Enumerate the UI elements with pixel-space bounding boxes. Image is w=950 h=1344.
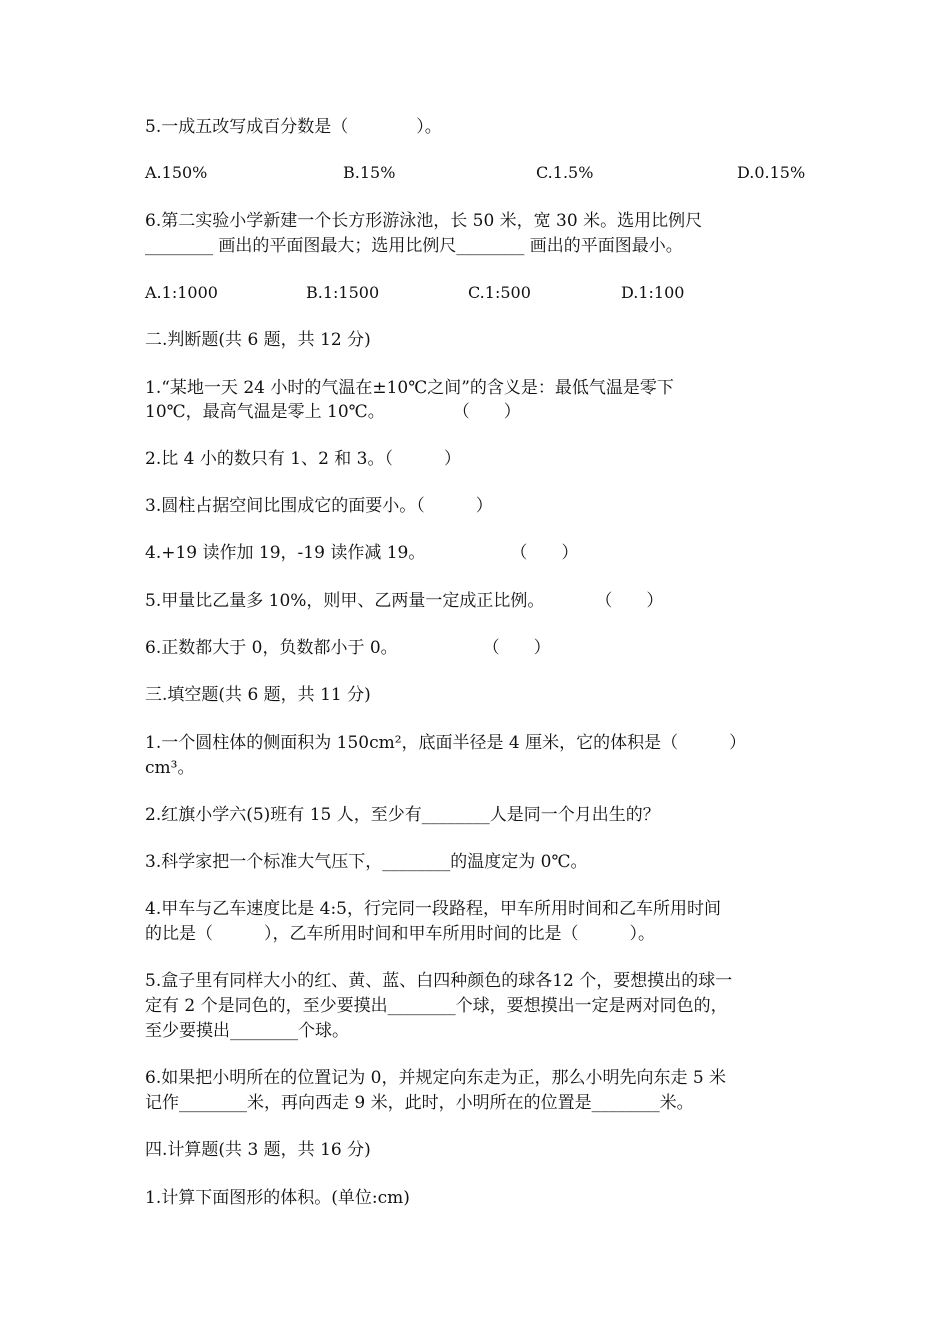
question-5-option-c: C.1.5% xyxy=(536,163,594,182)
calc-item-1: 1.计算下面图形的体积。(单位:cm) xyxy=(145,1188,410,1208)
fill-item-5-line-1: 5.盒子里有同样大小的红、黄、蓝、白四种颜色的球各12 个，要想摸出的球一 xyxy=(145,971,733,991)
question-6-stem-line-2: ________ 画出的平面图最大；选用比例尺________ 画出的平面图最小。 xyxy=(145,236,683,256)
question-5-option-b: B.15% xyxy=(343,163,396,182)
fill-item-4-line-2: 的比是（ ），乙车所用时间和甲车所用时间的比是（ ）。 xyxy=(145,924,655,944)
question-5-option-a: A.150% xyxy=(145,163,208,182)
question-6-option-b: B.1:1500 xyxy=(306,283,380,302)
section-4-heading: 四.计算题(共 3 题，共 16 分) xyxy=(145,1140,371,1160)
fill-item-2: 2.红旗小学六(5)班有 15 人，至少有________人是同一个月出生的？ xyxy=(145,805,660,825)
fill-item-1-line-1: 1.一个圆柱体的侧面积为 150cm²，底面半径是 4 厘米，它的体积是（ ） xyxy=(145,733,747,753)
fill-item-1-line-2: cm³。 xyxy=(145,758,195,778)
section-2-heading: 二.判断题(共 6 题，共 12 分) xyxy=(145,330,371,350)
judge-item-5: 5.甲量比乙量多 10%，则甲、乙两量一定成正比例。 （ ） xyxy=(145,591,664,611)
question-6-option-d: D.1:100 xyxy=(621,283,685,302)
question-6-option-c: C.1:500 xyxy=(468,283,531,302)
fill-item-6-line-2: 记作________米，再向西走 9 米，此时，小明所在的位置是________米。 xyxy=(145,1093,694,1113)
judge-item-4: 4.+19 读作加 19，-19 读作减 19。 （ ） xyxy=(145,543,579,563)
fill-item-6-line-1: 6.如果把小明所在的位置记为 0，并规定向东走为正，那么小明先向东走 5 米 xyxy=(145,1068,727,1088)
judge-item-3: 3.圆柱占据空间比围成它的面要小。（ ） xyxy=(145,496,493,516)
fill-item-3: 3.科学家把一个标准大气压下，________的温度定为 0℃。 xyxy=(145,852,588,872)
judge-item-1-line-2: 10℃，最高气温是零上 10℃。 （ ） xyxy=(145,402,521,422)
fill-item-4-line-1: 4.甲车与乙车速度比是 4:5，行完同一段路程，甲车所用时间和乙车所用时间 xyxy=(145,899,721,919)
fill-item-5-line-2: 定有 2 个是同色的，至少要摸出________个球，要想摸出一定是两对同色的， xyxy=(145,996,728,1016)
judge-item-2: 2.比 4 小的数只有 1、2 和 3。（ ） xyxy=(145,449,462,469)
fill-item-5-line-3: 至少要摸出________个球。 xyxy=(145,1021,349,1041)
question-6-option-a: A.1:1000 xyxy=(145,283,218,302)
question-6-stem-line-1: 6.第二实验小学新建一个长方形游泳池，长 50 米，宽 30 米。选用比例尺 xyxy=(145,211,703,231)
question-5-stem: 5.一成五改写成百分数是（ ）。 xyxy=(145,117,442,137)
section-3-heading: 三.填空题(共 6 题，共 11 分) xyxy=(145,685,371,705)
judge-item-6: 6.正数都大于 0，负数都小于 0。 （ ） xyxy=(145,638,551,658)
judge-item-1-line-1: 1.“某地一天 24 小时的气温在±10℃之间”的含义是：最低气温是零下 xyxy=(145,378,674,398)
question-5-option-d: D.0.15% xyxy=(737,163,806,182)
